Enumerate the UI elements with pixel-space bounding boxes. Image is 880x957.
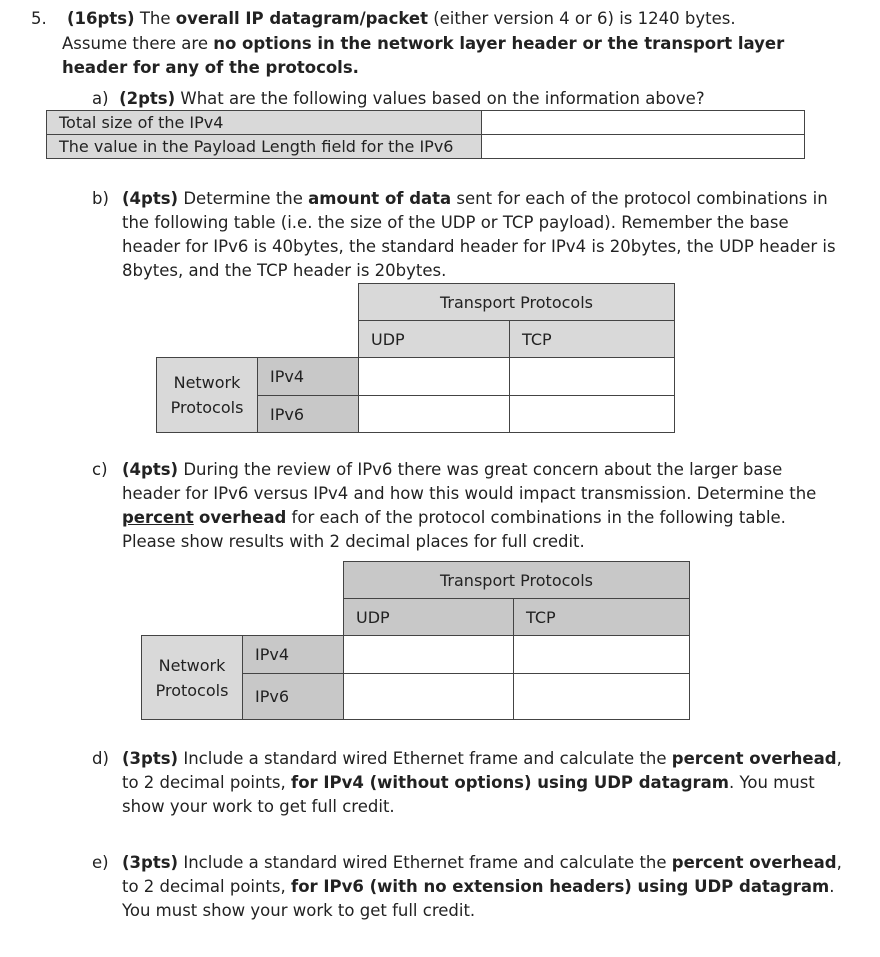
network-protocols-label: Network Protocols — [157, 358, 258, 433]
ipv6-udp-cell[interactable] — [344, 674, 514, 720]
question-intro: (16pts) The overall IP datagram/packet (either version 4 or 6) is 1240 bytes. — [67, 9, 736, 28]
transport-protocols-header: Transport Protocols — [344, 562, 690, 599]
part-b-network-header — [156, 357, 359, 433]
ipv6-udp-cell[interactable] — [359, 396, 510, 433]
ipv6-row-header: IPv6 — [258, 396, 359, 433]
ipv4-row-header: IPv4 — [243, 636, 344, 674]
part-c-prompt: (4pts) During the review of IPv6 there was great concern about the larger base header for IPv6 versus IPv4 and how this would impact transmission. Determine the percent overhead for each of the protocol combinations in the following table. Please show results with 2 decimal places for full credit. — [122, 460, 817, 551]
ipv4-tcp-cell[interactable] — [510, 358, 675, 396]
transport-protocols-header: Transport Protocols — [359, 284, 675, 321]
part-e-label: e) — [92, 853, 109, 872]
part-a-prompt: a) (2pts) What are the following values based on the information above? — [92, 89, 705, 108]
part-b-prompt: (4pts) Determine the amount of data sent for each of the protocol combinations in the following table (i.e. the size of the UDP or TCP payload). Remember the base header for IPv6 is 40bytes, the standard header for IPv4 is 20bytes, the UDP header is 8bytes, and the TCP header is 20bytes. — [122, 189, 836, 280]
question-number: 5. — [31, 9, 47, 28]
tcp-column-header: TCP — [510, 321, 675, 358]
part-c-label: c) — [92, 460, 108, 479]
ipv4-udp-cell[interactable] — [344, 636, 514, 674]
ipv6-tcp-cell[interactable] — [510, 396, 675, 433]
ipv6-row-header: IPv6 — [243, 674, 344, 720]
part-d-prompt: (3pts) Include a standard wired Ethernet frame and calculate the percent overhead, to 2 decimal points, for IPv4 (without options) using UDP datagram. You must show your work to get full credit. — [122, 749, 842, 816]
part-e-prompt: (3pts) Include a standard wired Ethernet frame and calculate the percent overhead, to 2 decimal points, for IPv6 (with no extension headers) using UDP datagram. You must show your work to get full credit. — [122, 853, 842, 920]
ipv4-tcp-cell[interactable] — [514, 636, 690, 674]
question-assumption: Assume there are no options in the network layer header or the transport layer header for any of the protocols. — [62, 34, 785, 77]
part-c-transport-header — [343, 561, 690, 720]
part-b-label: b) — [92, 189, 109, 208]
part-b-transport-header — [358, 283, 675, 433]
ipv4-udp-cell[interactable] — [359, 358, 510, 396]
udp-column-header: UDP — [344, 599, 514, 636]
part-a-row-label: The value in the Payload Length field for the IPv6 — [47, 135, 482, 159]
ipv4-row-header: IPv4 — [258, 358, 359, 396]
part-d-label: d) — [92, 749, 109, 768]
tcp-column-header: TCP — [514, 599, 690, 636]
ipv6-tcp-cell[interactable] — [514, 674, 690, 720]
part-a-answer-cell[interactable] — [482, 135, 805, 159]
part-c-network-header — [141, 635, 344, 720]
part-a-answer-cell[interactable] — [482, 111, 805, 135]
udp-column-header: UDP — [359, 321, 510, 358]
part-a-table — [46, 110, 805, 159]
network-protocols-label: Network Protocols — [142, 636, 243, 720]
part-a-row-label: Total size of the IPv4 — [47, 111, 482, 135]
